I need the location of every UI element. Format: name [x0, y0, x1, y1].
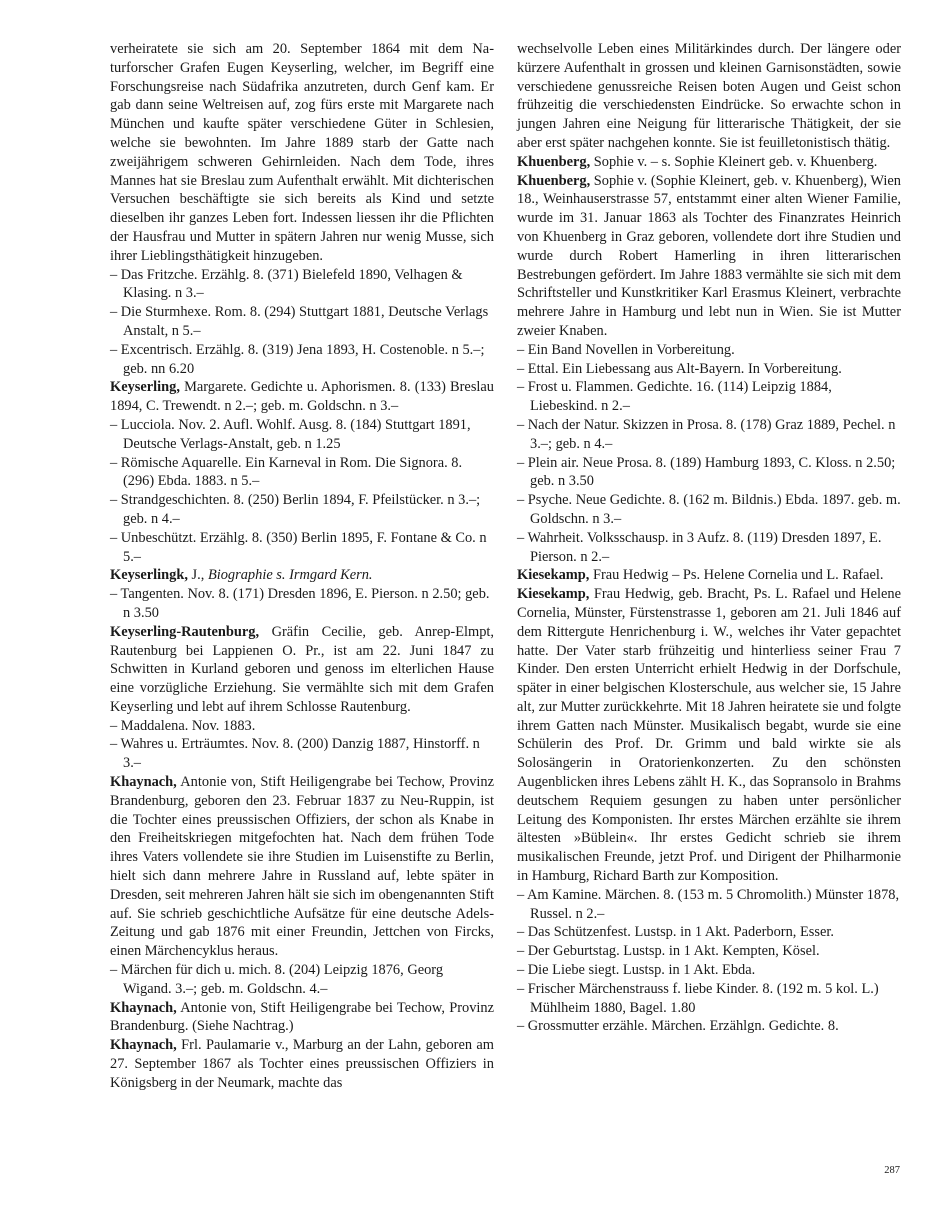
work-item: – Maddalena. Nov. 1883. — [110, 717, 256, 734]
work-item: – Psyche. Neue Gedichte. 8. (162 m. Bildnis.) Ebda. 1897. geb. m. Goldschn. n 3.– — [517, 492, 901, 527]
entry — [110, 378, 494, 416]
entry-continuation: verheiratete sie sich am 20. September 1864 mit dem Naturforscher Grafen Eugen Keyserling, welcher, im Begriff eine Forschungsreise nach Südafrika anzutreten, durch Genf kam. Er gab dann seine Weltreisen auf, zog fürs erste mit Margarete nach München und kaufte später verschiedene Güter in Schlesien, welche sie bewohnten. Im Jahre 1889 starb der Gatte nach zweijährigem schweren Gehirnleiden. Nach dem Tode, ihres Mannes hat sie Breslau zum Aufenthalt erwählt. Mit dichterischen Versuchen beschäftigte sie sich bereits als Kind und setzte dieselben ihr ganzes Leben fort. Indessen liessen ihr die Pflichten der Hausfrau und Mutter in spätern Jahren nur wenig Musse, sich ihrer Lieblingsthätigkeit hinzugeben. — [110, 41, 494, 264]
entry — [110, 999, 494, 1037]
work-item: – Wahrheit. Volksschausp. in 3 Aufz. 8. (119) Dresden 1897, E. Pierson. n 2.– — [517, 529, 882, 565]
work-item: – Frischer Märchenstrauss f. liebe Kinder. 8. (192 m. 5 kol. L.) Mühlheim 1880, Bagel. 1.80 — [517, 980, 879, 1016]
work-item: – Plein air. Neue Prosa. 8. (189) Hamburg 1893, C. Kloss. n 2.50; geb. n 3.50 — [517, 454, 896, 490]
work-item: – Märchen für dich u. mich. 8. (204) Leipzig 1876, Georg Wigand. 3.–; geb. m. Goldschn. 4.– — [110, 962, 444, 997]
entry-headword: Khuenberg, — [517, 172, 591, 189]
entry — [517, 172, 901, 341]
entry — [110, 773, 494, 961]
work-item: – Ettal. Ein Liebessang aus Alt-Bayern. In Vorbereitung. — [517, 360, 842, 377]
work-item: – Unbeschützt. Erzählg. 8. (350) Berlin 1895, F. Fontane & Co. n 5.– — [110, 529, 487, 565]
entry-text: Sophie v. (Sophie Kleinert, geb. v. Khuenberg), Wien 18., Weinhauserstrasse 57, entstammt einer alten Wiener Familie, wurde im 31. Januar 1863 als Tochter des Finanzrates Heinrich von Khuenberg in Graz geboren, vollendete dort ihre Studien und wurde durch Robert Hamerling in ihren litterarischen Bestrebungen gefördert. Im Jahre 1883 vermählte sie sich mit dem Schriftsteller und Kunstkritiker Karl Erasmus Kleinert, verbrachte mehrere Jahre in Hamburg und lebt nun in Wien. Sie ist Mutter zweier Knaben. — [517, 172, 901, 339]
work-item: – Frost u. Flammen. Gedichte. 16. (114) Leipzig 1884, Liebeskind. n 2.– — [517, 379, 832, 415]
work-item: – Die Sturmhexe. Rom. 8. (294) Stuttgart 1881, Deutsche Verlags Anstalt, n 5.– — [110, 304, 489, 339]
right-column — [517, 40, 901, 1036]
entry-text: Antonie von, Stift Heiligengrabe bei Techow, Provinz Brandenburg. (Siehe Nachtrag.) — [110, 999, 494, 1035]
work-item: – Am Kamine. Märchen. 8. (153 m. 5 Chromolith.) Münster 1878, Russel. n 2.– — [517, 886, 900, 922]
page-number: 287 — [884, 1165, 900, 1176]
work-item: – Lucciola. Nov. 2. Aufl. Wohlf. Ausg. 8. (184) Stuttgart 1891, Deutsche Verlags-Anstalt, geb. n 1.25 — [110, 416, 471, 452]
entry-text: Frau Hedwig – Ps. Helene Cornelia und L. Rafael. — [589, 567, 884, 584]
work-item: – Ein Band Novellen in Vorbereitung. — [517, 341, 735, 358]
work-item: – Strandgeschichten. 8. (250) Berlin 1894, F. Pfeilstücker. n 3.–; geb. n 4.– — [110, 492, 481, 527]
entry-text: Gräfin Cecilie, geb. Anrep-Elmpt, Rautenburg bei Lappienen O. Pr., ist am 22. Juni 1847 zu Schwitten in Kurland geboren und genoss im elterlichen Hause eine vorzügliche Erziehung. Sie vermählte sich mit dem Grafen Keyserling und lebt auf ihrem Schlosse Rautenburg. — [110, 623, 494, 715]
entry-text: Antonie von, Stift Heiligengrabe bei Techow, Provinz Brandenburg, geboren den 23. Februar 1837 zu Neu-Ruppin, ist die Tochter eines preussischen Offiziers, der schon als Knabe in den Freiheitskriegen mitgefochten hat. Nach dem frühen Tode ihres Vaters vollendete sie ihre Studien im Luisenstifte zu Berlin, hielt sich dann mehrere Jahre in Russland auf, lebte später in Dresden, seit mehreren Jahren hält sie sich im obengenannten Stift auf. Sie schrieb geschichtliche Aufsätze für eine deutsche Adels-Zeitung und gab 1876 mit einer Freundin, Jettchen von Fircks, einen Märchencyklus heraus. — [110, 774, 494, 960]
entry-headword: Keyserlingk, — [110, 567, 188, 584]
entry-text: J., — [187, 567, 208, 584]
work-item: – Das Fritzche. Erzählg. 8. (371) Bielefeld 1890, Velhagen & Klasing. n 3.– — [110, 266, 463, 302]
left-column — [110, 40, 494, 1093]
work-item: – Der Geburtstag. Lustsp. in 1 Akt. Kempten, Kösel. — [517, 943, 820, 960]
entry-italic-reference: Biographie s. Irmgard Kern. — [207, 567, 373, 584]
entry-headword: Khaynach, — [110, 774, 177, 791]
entry-headword: Kiesekamp, — [517, 586, 590, 603]
entry — [517, 585, 901, 886]
work-item: – Nach der Natur. Skizzen in Prosa. 8. (178) Graz 1889, Pechel. n 3.–; geb. n 4.– — [517, 416, 896, 452]
entry-headword: Khaynach, — [110, 1037, 177, 1054]
entry-headword: Khaynach, — [110, 999, 177, 1016]
entry — [517, 566, 901, 585]
work-item: – Excentrisch. Erzählg. 8. (319) Jena 1893, H. Costenoble. n 5.–; geb. nn 6.20 — [110, 341, 485, 377]
work-item: – Das Schützenfest. Lustsp. in 1 Akt. Paderborn, Esser. — [517, 924, 834, 941]
entry-headword: Kiesekamp, — [517, 567, 590, 584]
work-item: – Grossmutter erzähle. Märchen. Erzählgn. Gedichte. 8. — [517, 1018, 839, 1035]
entry-headword: Khuenberg, — [517, 153, 591, 170]
work-item: – Römische Aquarelle. Ein Karneval in Rom. Die Signora. 8. (296) Ebda. 1883. n 5.– — [110, 454, 463, 490]
entry-text: Sophie v. – s. Sophie Kleinert geb. v. Khuenberg. — [590, 153, 878, 170]
entry — [517, 153, 901, 172]
entry — [110, 566, 494, 585]
work-item: – Die Liebe siegt. Lustsp. in 1 Akt. Ebda. — [517, 962, 756, 979]
entry — [110, 623, 494, 717]
work-item: – Tangenten. Nov. 8. (171) Dresden 1896, E. Pierson. n 2.50; geb. n 3.50 — [110, 586, 490, 621]
entry-text: Frl. Paulamarie v., Marburg an der Lahn, geboren am 27. September 1867 als Tochter eines preussischen Offiziers in Königsberg in der Neumark, machte das — [110, 1037, 494, 1091]
entry-continuation: wechselvolle Leben eines Militärkindes durch. Der längere oder kürzere Aufenthalt in grossen und kleinen Garnisonstädten, sowie verschiedene genussreiche Reisen boten Augen und Geist schon frühzeitig die verschiedensten Eindrücke. So erwachte schon in jungen Jahren eine Neigung für litterarische Thätigkeit, der sie aber erst später nachgehen konnte. Sie ist feuilletonistisch thätig. — [517, 41, 901, 151]
work-item: – Wahres u. Erträumtes. Nov. 8. (200) Danzig 1887, Hinstorff. n 3.– — [110, 736, 480, 772]
entry-text: Frau Hedwig, geb. Bracht, Ps. L. Rafael und Helene Cornelia, Münster, Fürstenstrasse 1, geboren am 21. Juli 1846 auf dem Rittergute Henrichenburg i. W., welches ihr Vater gepachtet hatte. Der Vater starb frühzeitig und hinterliess seiner Frau 7 Kinder. Den ersten Unterricht erhielt Hedwig in der Dorfschule, später in einer belgischen Klosterschule, aus welcher sie, 15 Jahre alt, zur Mutter zurückkehrte. Mit 18 Jahren heiratete sie und folgte ihrem Gatten nach Münster. Musikalisch begabt, wurde sie eine Schülerin des Prof. Dr. Grimm und bald wirkte sie als Solosängerin in Oratorienkonzerten. Zu den schönsten Augenblicken ihres Lebens zählt H. K., das Sopransolo in Brahms deutschem Requiem gesungen zu haben unter persönlicher Leitung des Komponisten. Ihr erstes Märchen erzählte sie ihrem ältesten »Büblein«. Ihr erstes Gedicht schrieb sie ihrem musikalischen Freunde, jetzt Prof. und Dirigent der Philharmonie in Hamburg, Richard Barth zur Komposition. — [517, 586, 901, 885]
entry-headword: Keyserling, — [110, 379, 180, 396]
entry-text: Margarete. Gedichte u. Aphorismen. 8. (133) Breslau 1894, C. Trewendt. n 2.–; geb. m. Goldschn. n 3.– — [110, 379, 494, 415]
entry — [110, 1036, 494, 1092]
entry-headword: Keyserling-Rautenburg, — [110, 623, 260, 640]
